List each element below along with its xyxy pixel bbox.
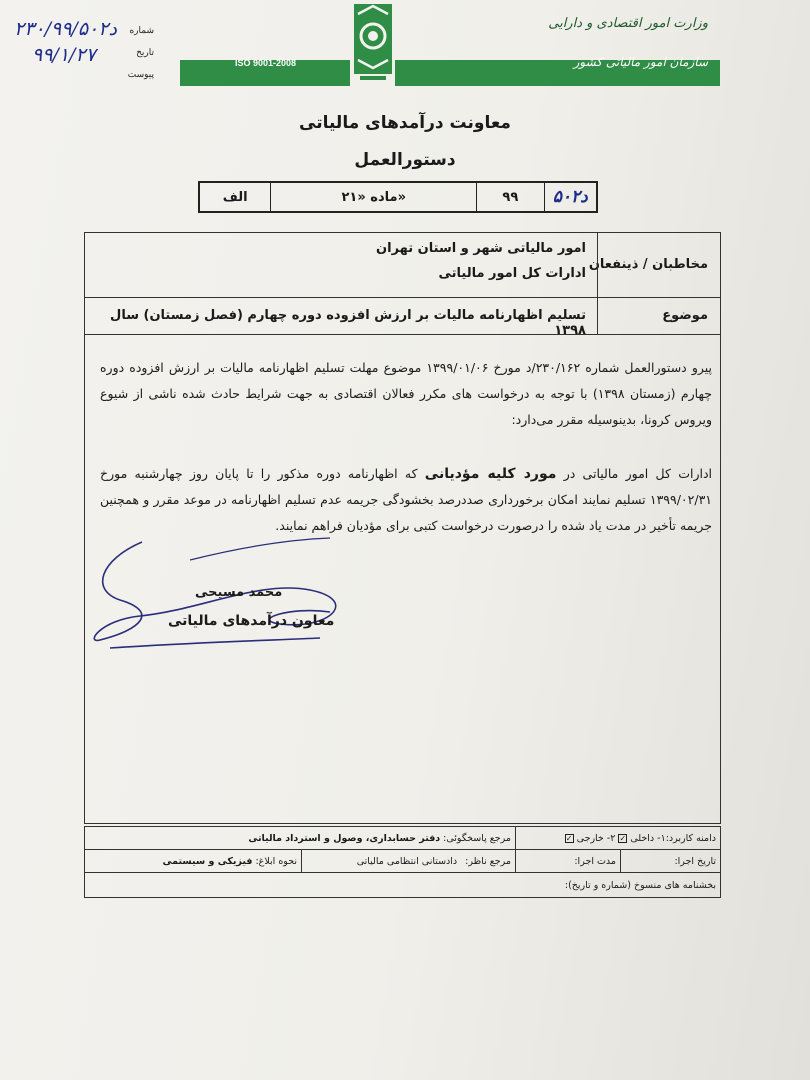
subject-label: موضوع — [662, 308, 708, 323]
signatory-title: معاون درآمدهای مالیاتی — [168, 613, 335, 629]
usage-external-checkbox[interactable]: ✓ — [565, 833, 573, 843]
subject-text: تسلیم اظهارنامه مالیات بر ارزش افزوده دوره چهارم (فصل زمستان) سال ۱۳۹۸ — [110, 308, 586, 338]
body-paragraph-1 — [100, 355, 712, 433]
doc-type-title: دستورالعمل — [354, 150, 456, 170]
code-cell-number: د۵۰۲ — [552, 187, 588, 207]
signatory-name: محمد مسیحی — [195, 585, 283, 600]
ministry-name: وزارت امور اقتصادی و دارایی — [548, 16, 708, 31]
iso-label: ISO 9001-2008 — [235, 58, 297, 68]
exec-date-label: تاریخ اجرا: — [674, 855, 716, 867]
number-value: ۲۳۰/۹۹/د۵۰۲ — [14, 18, 117, 40]
addressees-line-1: امور مالیاتی شهر و استان تهران — [376, 241, 586, 256]
notify-value: فیزیکی و سیستمی — [162, 855, 253, 867]
code-cell-article: ماده «۲۱» — [271, 183, 477, 211]
tax-organization-logo-icon — [352, 0, 394, 86]
footer-row-1 — [85, 827, 720, 850]
para-2-bold: مورد کلیه مؤدیانی — [424, 466, 557, 482]
usage-scope-cell — [515, 827, 720, 849]
addressees-row — [85, 233, 720, 298]
supervisor-label: مرجع ناظر: — [465, 855, 511, 867]
para-2-b: که اظهارنامه دوره مذکور را تا پایان روز چهارشنبه مورخ ۱۳۹۹/۰۲/۳۱ تسلیم نمایند امکان برخورداری صددرصد بخشودگی جریمه عدم تسلیم اظهارنامه در موعد مقرر و همچنین جریمه تأخیر در مدت یاد شده را درصورت درخواست کتبی برای مؤدیان فراهم نمایند. — [100, 466, 712, 533]
footer-table — [84, 826, 721, 898]
revoked-label: بخشنامه های منسوخ (شماره و تاریخ): — [564, 879, 716, 891]
supervisor-value: دادستانی انتظامی مالیاتی — [356, 855, 458, 867]
response-ref-value: دفتر حسابداری، وصول و استرداد مالیاتی — [248, 832, 441, 844]
deputy-title: معاونت درآمدهای مالیاتی — [299, 113, 511, 133]
notify-cell — [83, 850, 301, 872]
document-code-bar — [198, 181, 598, 213]
exec-date-cell — [620, 850, 720, 872]
usage-internal-checkbox[interactable]: ✓ — [619, 833, 627, 843]
code-cell-year: ۹۹ — [477, 183, 544, 211]
number-label: شماره — [129, 26, 154, 36]
addressees-line-2: ادارات کل امور مالیاتی — [438, 266, 586, 281]
response-ref-cell — [83, 827, 515, 849]
subject-row — [85, 298, 720, 338]
date-value: ۹۹/۱/۲۷ — [32, 44, 96, 66]
supervisor-cell — [301, 850, 515, 872]
code-cell-series: الف — [200, 183, 271, 211]
attachment-label: پیوست — [127, 70, 154, 80]
label-divider — [597, 233, 598, 335]
footer-row-2 — [85, 850, 720, 873]
para-2-a: ادارات کل امور مالیاتی در — [563, 466, 712, 481]
revoked-cell — [83, 873, 720, 897]
exec-duration-label: مدت اجرا: — [574, 855, 616, 867]
letterhead — [180, 0, 720, 88]
organization-name: سازمان امور مالیاتی کشور — [573, 55, 708, 69]
usage-external-label: ۲- خارجی — [576, 832, 616, 844]
registration-note — [14, 18, 154, 88]
addressees-label: مخاطبان / ذینفعان — [588, 257, 708, 272]
response-ref-label: مرجع پاسخگوئی: — [443, 832, 511, 844]
footer-row-3 — [85, 873, 720, 897]
usage-internal-label: ۱- داخلی — [630, 832, 666, 844]
date-label: تاریخ — [136, 48, 154, 58]
notify-label: نحوه ابلاغ: — [255, 855, 297, 867]
usage-scope-label: دامنه کاربرد: — [665, 832, 716, 844]
exec-duration-cell — [515, 850, 620, 872]
para-1-text: پیرو دستورالعمل شماره ۲۳۰/۱۶۲/د مورخ ۱۳۹۹/۰۱/۰۶ موضوع مهلت تسلیم اظهارنامه مالیات بر ارزش افزوده دوره چهارم (زمستان ۱۳۹۸) با توجه به درخواست های مکرر فعالان اقتصادی به جهت شرایط حادث شده ناشی از شیوع ویروس کرونا، بدینوسیله مقرر می‌دارد: — [100, 360, 713, 427]
